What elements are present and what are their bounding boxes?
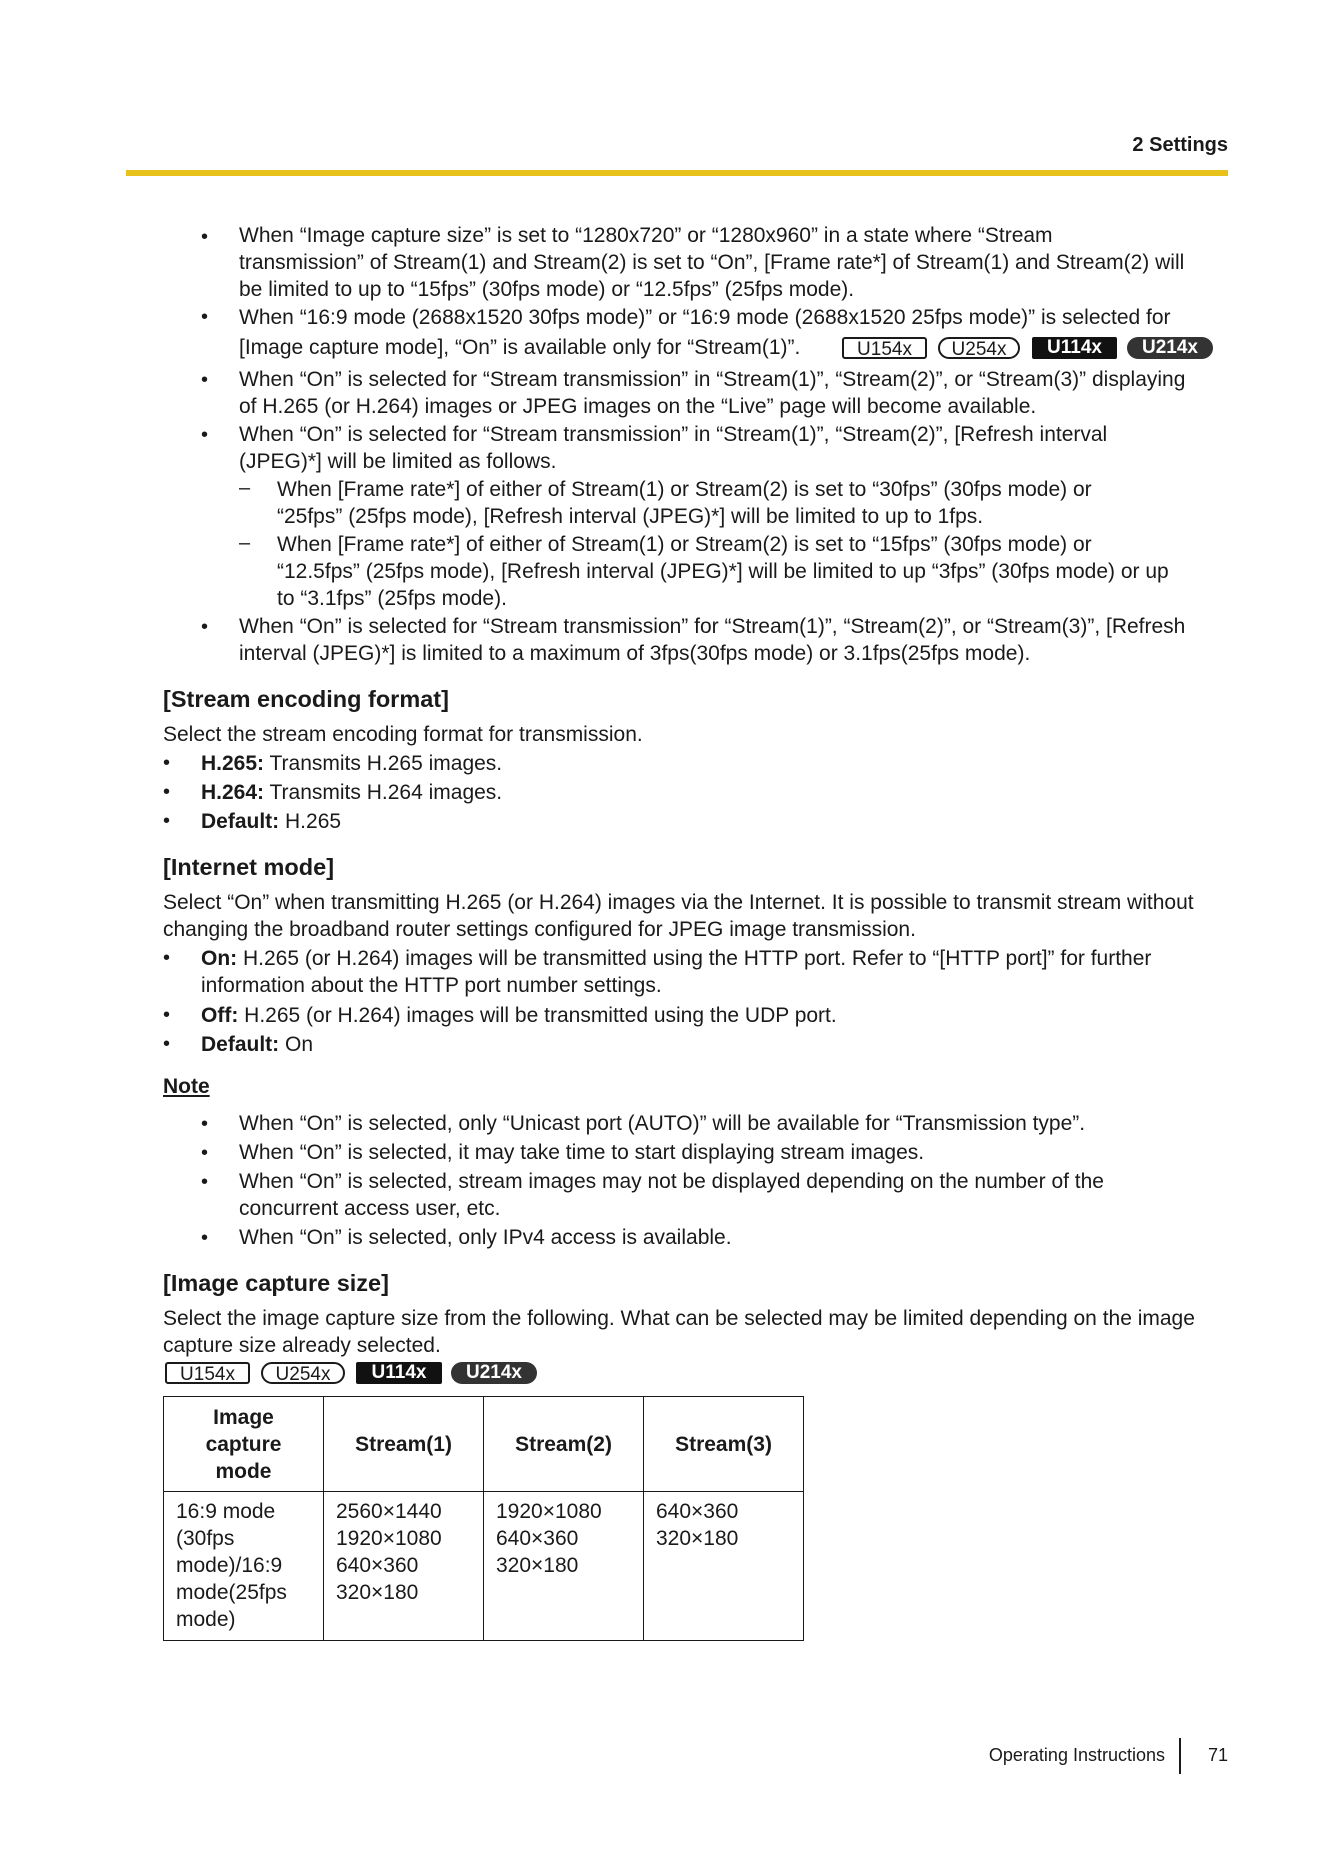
internet-mode-intro-line-1: Select “On” when transmitting H.265 (or H.264) images via the Internet. It is possible to transmit stream without — [163, 891, 1194, 914]
bullet-dot: • — [201, 226, 209, 248]
model-badge-u154x: U154x — [842, 337, 927, 359]
item-label: H.265: — [201, 752, 265, 775]
cell-stream-3: 640×360 320×180 — [644, 1492, 804, 1641]
image-capture-size-intro-line-1: Select the image capture size from the following. What can be selected may be limited depending on the image — [163, 1307, 1195, 1330]
sub-bullet-2-line-3: to “3.1fps” (25fps mode). — [277, 587, 507, 610]
bullet-dot: • — [163, 781, 171, 803]
image-capture-size-intro-line-2: capture size already selected. — [163, 1334, 441, 1357]
table-header-row — [164, 1397, 804, 1492]
model-badge-u254x: U254x — [261, 1362, 345, 1384]
top-bullet-5-line-1: When “On” is selected for “Stream transmission” for “Stream(1)”, “Stream(2)”, or “Stream(3)”, [Refresh — [239, 615, 1186, 638]
bullet-dot: • — [201, 1171, 209, 1193]
internet-mode-heading: [Internet mode] — [163, 854, 335, 880]
footer-page-number: 71 — [1207, 1745, 1228, 1765]
note-item-3-line-2: concurrent access user, etc. — [239, 1197, 501, 1220]
cell-mode: 16:9 mode (30fps mode)/16:9 mode(25fps mode) — [164, 1492, 324, 1641]
stream-encoding-item-default — [201, 808, 341, 835]
model-badge-u214x: U214x — [1127, 337, 1213, 359]
top-bullet-1-line-3: be limited to up to “15fps” (30fps mode) or “12.5fps” (25fps mode). — [239, 278, 855, 301]
cell-stream-1: 2560×1440 1920×1080 640×360 320×180 — [324, 1492, 484, 1641]
note-item-3-line-1: When “On” is selected, stream images may not be displayed depending on the number of the — [239, 1170, 1104, 1193]
cell-stream-2: 1920×1080 640×360 320×180 — [484, 1492, 644, 1641]
top-bullet-2-line-1: When “16:9 mode (2688x1520 30fps mode)” or “16:9 mode (2688x1520 25fps mode)” is selected for — [239, 306, 1171, 329]
sub-bullet-1-line-2: “25fps” (25fps mode), [Refresh interval (JPEG)*] will be limited to up to 1fps. — [277, 505, 984, 528]
item-text: H.265 — [285, 810, 342, 833]
bullet-dot: • — [163, 1033, 171, 1055]
stream-encoding-intro: Select the stream encoding format for transmission. — [163, 723, 643, 746]
stream-encoding-heading: [Stream encoding format] — [163, 686, 449, 712]
bullet-dot: • — [201, 424, 209, 446]
top-bullet-1-line-2: transmission” of Stream(1) and Stream(2) is set to “On”, [Frame rate*] of Stream(1) and Stream(2) will — [239, 251, 1185, 274]
sub-bullet-1-line-1: When [Frame rate*] of either of Stream(1) or Stream(2) is set to “30fps” (30fps mode) or — [277, 478, 1092, 501]
note-label: Note — [163, 1075, 210, 1098]
top-bullet-1-line-1: When “Image capture size” is set to “1280x720” or “1280x960” in a state where “Stream — [239, 224, 1053, 247]
top-bullet-5-line-2: interval (JPEG)*] is limited to a maximum of 3fps(30fps mode) or 3.1fps(25fps mode). — [239, 642, 1031, 665]
sub-bullet-2-line-1: When [Frame rate*] of either of Stream(1) or Stream(2) is set to “15fps” (30fps mode) or — [277, 533, 1092, 556]
bullet-dot: • — [201, 616, 209, 638]
internet-mode-item-on-line-2: information about the HTTP port number settings. — [201, 974, 662, 997]
top-bullet-4-line-2: (JPEG)*] will be limited as follows. — [239, 450, 557, 473]
section-header: 2 Settings — [1132, 134, 1228, 156]
model-badge-u114x: U114x — [356, 1362, 442, 1384]
bullet-dot: • — [163, 752, 171, 774]
top-bullet-2-line-2: [Image capture mode], “On” is available only for “Stream(1)”. — [239, 336, 801, 359]
image-capture-size-heading: [Image capture size] — [163, 1270, 389, 1296]
item-text: Transmits H.265 images. — [269, 752, 503, 775]
bullet-dot: • — [201, 1113, 209, 1135]
note-item-2: When “On” is selected, it may take time to start displaying stream images. — [239, 1141, 925, 1164]
item-text: On — [285, 1033, 314, 1056]
sub-bullet-2-line-2: “12.5fps” (25fps mode), [Refresh interval (JPEG)*] will be limited to up “3fps” (30fps mode) or up — [277, 560, 1169, 583]
bullet-dot: • — [163, 1004, 171, 1026]
bullet-dot: • — [201, 1142, 209, 1164]
internet-mode-item-default — [201, 1031, 313, 1058]
bullet-dot: • — [201, 369, 209, 391]
item-text: H.265 (or H.264) images will be transmitted using the HTTP port. Refer to “[HTTP port]” for further — [243, 947, 1152, 970]
note-item-1: When “On” is selected, only “Unicast port (AUTO)” will be available for “Transmission type”. — [239, 1112, 1086, 1135]
item-label: Off: — [201, 1004, 239, 1027]
model-badge-u214x: U214x — [451, 1362, 537, 1384]
item-label: On: — [201, 947, 238, 970]
item-text: H.265 (or H.264) images will be transmitted using the UDP port. — [244, 1004, 837, 1027]
item-label: Default: — [201, 810, 280, 833]
internet-mode-intro-line-2: changing the broadband router settings configured for JPEG image transmission. — [163, 918, 916, 941]
top-bullet-3-line-1: When “On” is selected for “Stream transmission” in “Stream(1)”, “Stream(2)”, or “Stream(3)” displaying — [239, 368, 1186, 391]
stream-encoding-item-h264 — [201, 779, 502, 806]
header-cell-stream-3: Stream(3) — [644, 1397, 804, 1492]
item-text: Transmits H.264 images. — [269, 781, 503, 804]
item-label: H.264: — [201, 781, 265, 804]
image-capture-size-table — [163, 1396, 804, 1641]
top-bullet-3-line-2: of H.265 (or H.264) images or JPEG images on the “Live” page will become available. — [239, 395, 1037, 418]
dash-marker: – — [239, 477, 251, 499]
header-cell-image-capture-mode: Image capture mode — [164, 1397, 324, 1492]
header-cell-stream-1: Stream(1) — [324, 1397, 484, 1492]
internet-mode-item-off — [201, 1002, 837, 1029]
bullet-dot: • — [201, 306, 209, 328]
item-label: Default: — [201, 1033, 280, 1056]
header-rule — [126, 170, 1228, 176]
stream-encoding-item-h265 — [201, 750, 502, 777]
bullet-dot: • — [163, 810, 171, 832]
note-item-4: When “On” is selected, only IPv4 access is available. — [239, 1226, 732, 1249]
model-badge-u154x: U154x — [165, 1362, 250, 1384]
bullet-dot: • — [163, 947, 171, 969]
model-badge-u114x: U114x — [1032, 337, 1117, 359]
model-badge-u254x: U254x — [938, 337, 1020, 359]
header-cell-stream-2: Stream(2) — [484, 1397, 644, 1492]
footer-doc-title: Operating Instructions — [988, 1745, 1165, 1765]
top-bullet-4-line-1: When “On” is selected for “Stream transmission” in “Stream(1)”, “Stream(2)”, [Refresh interval — [239, 423, 1108, 446]
footer-divider — [1179, 1738, 1181, 1774]
dash-marker: – — [239, 532, 251, 554]
internet-mode-item-on-line-1 — [201, 945, 1151, 972]
bullet-dot: • — [201, 1227, 209, 1249]
table-row — [164, 1492, 804, 1641]
